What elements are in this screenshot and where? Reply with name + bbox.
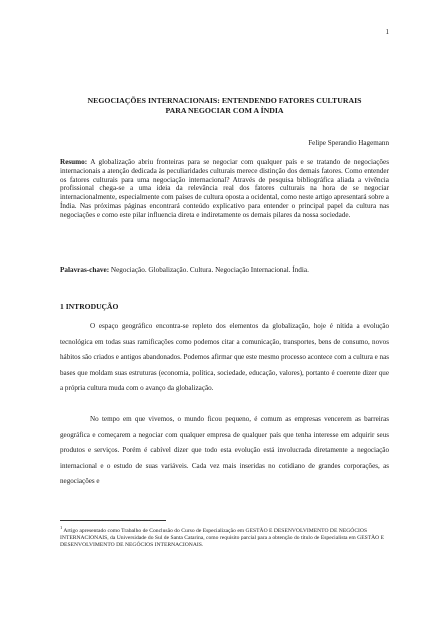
body-paragraph: No tempo em que vivemos, o mundo ficou pequeno, é comum as empresas vencerem as barreiras geográfica e começarem a negociar com qualquer empresa de qualquer país que tenha interesse em adquirir seus produtos e serviços. Porém é cabível dizer que todo esta evolução está involucrada diretamente a negociação internacional e o estudo de suas variáveis. Cada vez mais inseridas no cotidiano de grandes corporações, as negociações e: [60, 415, 389, 486]
footnote-text: Artigo apresentado como Trabalho de Conclusão do Curso de Especialização em GESTÃO E DESENVOLVIMENTO DE NEGÓCIOS INTERNACIONAIS, da Universidade do Sul de Santa Catarina, como requisito parcial para a obtenção do título de Especialista em GESTÃO E DESENVOLVIMENTO DE NEGÓCIOS INTERNACIONAIS.: [60, 527, 385, 549]
footnote-divider: [60, 520, 166, 521]
section-heading: 1 INTRODUÇÃO: [60, 302, 119, 311]
body-paragraph: O espaço geográfico encontra-se repleto dos elementos da globalização, hoje é nítida a evolução tecnológica em todas suas ramificações como podemos citar a comunicação, transportes, bens de consumo, novos hábitos são criados e antigos abandonados. Podemos afirmar que este mesmo processo acontece com a cultura e nas bases que moldam suas estruturas (economia, política, sociedade, educação, valores), portanto é coerente dizer que a própria cultura muda com o avanço da globalização.: [60, 322, 389, 393]
abstract-label: Resumo:: [60, 158, 88, 166]
keywords: [60, 266, 389, 275]
article-title-line-2: PARA NEGOCIAR COM A ÍNDIA: [165, 106, 284, 115]
footnote: [60, 524, 389, 549]
footnote-marker: 1: [60, 525, 63, 530]
abstract-text: A globalização abriu fronteiras para se negociar com qualquer país e se tratando de negociações internacionais a atenção dedicada às peculiaridades culturais merece distinção dos demais fatores. Como entender os fatores culturais para uma negociação internacional? Através de pesquisa bibliográfica aliada a vivência profissional chega-se a uma ideia da relevância real dos fatores culturais na hora de se negociar internacionalmente, especialmente com países de cultura oposta a ocidental, como neste artigo apresentará sobre a Índia. Nas próximas páginas encontrará conteúdo explicativo para entender o principal papel da cultura nas negociações e como este pilar influencia direta e indiretamente os demais pilares da nossa sociedade.: [60, 158, 389, 219]
article-title: [60, 96, 389, 116]
article-title-line-1: NEGOCIAÇÕES INTERNACIONAIS: ENTENDENDO FATORES CULTURAIS: [87, 96, 362, 105]
keywords-text: Negociação. Globalização. Cultura. Negociação Internacional. Índia.: [110, 266, 309, 274]
page-number: 1: [385, 28, 389, 36]
abstract: [60, 158, 389, 220]
author-name: Felipe Sperandio Hagemann: [308, 139, 389, 147]
keywords-label: Palavras-chave:: [60, 266, 110, 274]
